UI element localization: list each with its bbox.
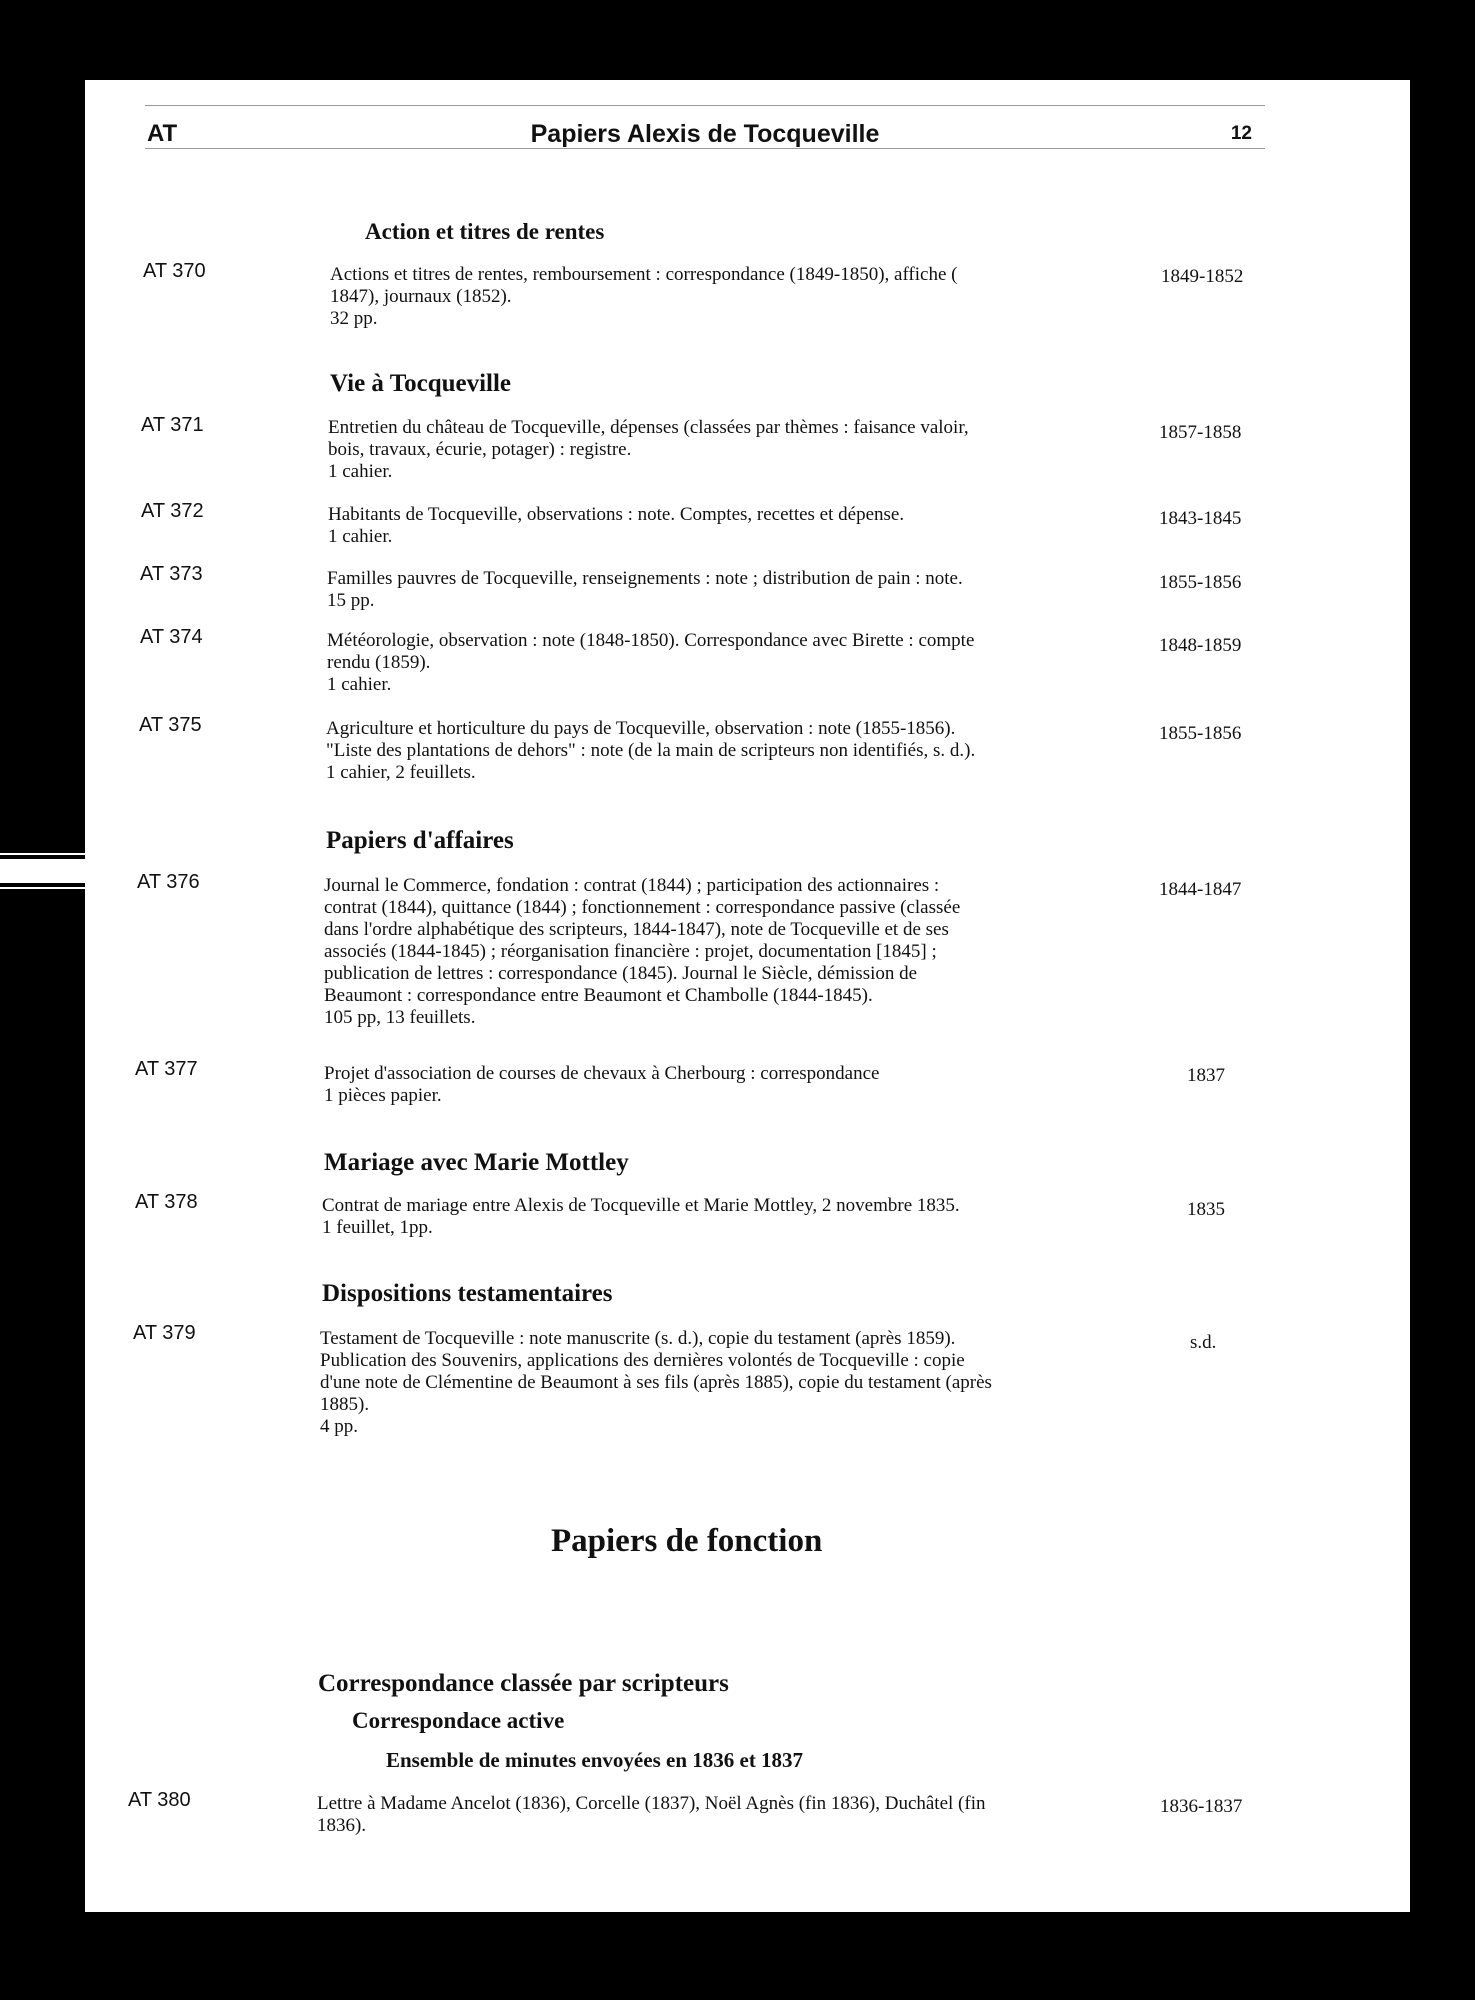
- header-code: AT: [147, 120, 178, 147]
- entry-date: 1855-1856: [1159, 723, 1242, 744]
- entry-description: Testament de Tocqueville : note manuscrite (s. d.), copie du testament (après 1859). Publication des Souvenirs, applications des dernières volontés de Tocqueville : copie d'une note de Clémentine de Beaumont à ses fils (après 1885), copie du testament (après 1885). 4 pp.: [320, 1328, 992, 1437]
- entry-description: Journal le Commerce, fondation : contrat (1844) ; participation des actionnaires : contrat (1844), quittance (1844) ; fonctionnement : correspondance passive (classée dans l'ordre alphabétique des scripteurs, 1844-1847), note de Tocqueville et de ses associés (1844-1845) ; réorganisation financière : projet, documentation [1845] ; publication de lettres : correspondance (1845). Journal le Siècle, démission de Beaumont : correspondance entre Beaumont et Chambolle (1844-1845). 105 pp, 13 feuillets.: [324, 875, 961, 1028]
- entry-description: Projet d'association de courses de chevaux à Cherbourg : correspondance 1 pièces papier.: [324, 1063, 880, 1106]
- entry-code: AT 373: [140, 563, 203, 585]
- entry-date: 1836-1837: [1160, 1796, 1243, 1817]
- section-heading: Dispositions testamentaires: [322, 1280, 613, 1307]
- entry-date: s.d.: [1190, 1332, 1217, 1353]
- entry-date: 1857-1858: [1159, 422, 1242, 443]
- entry-description: Habitants de Tocqueville, observations : note. Comptes, recettes et dépense. 1 cahier.: [328, 504, 905, 547]
- section-heading: Action et titres de rentes: [365, 219, 605, 244]
- subsection-heading: Correspondace active: [352, 1708, 565, 1733]
- header-rule-top: [145, 105, 1265, 106]
- entry-code: AT 376: [137, 871, 200, 893]
- entry-date: 1844-1847: [1159, 879, 1242, 900]
- section-heading: Papiers d'affaires: [326, 827, 514, 854]
- entry-description: Contrat de mariage entre Alexis de Tocqueville et Marie Mottley, 2 novembre 1835. 1 feuillet, 1pp.: [322, 1195, 960, 1238]
- entry-code: AT 380: [128, 1789, 191, 1811]
- entry-description: Entretien du château de Tocqueville, dépenses (classées par thèmes : faisance valoir, bois, travaux, écurie, potager) : registre. 1 cahier.: [328, 417, 969, 482]
- document-page: [85, 80, 1410, 1912]
- entry-code: AT 378: [135, 1191, 198, 1213]
- entry-date: 1848-1859: [1159, 635, 1242, 656]
- entry-code: AT 374: [140, 626, 203, 648]
- entry-date: 1855-1856: [1159, 572, 1242, 593]
- entry-code: AT 372: [141, 500, 204, 522]
- entry-code: AT 379: [133, 1322, 196, 1344]
- entry-code: AT 375: [139, 714, 202, 736]
- entry-date: 1843-1845: [1159, 508, 1242, 529]
- entry-code: AT 371: [141, 414, 204, 436]
- arrow-marker-icon: [0, 850, 120, 894]
- entry-date: 1835: [1187, 1199, 1225, 1220]
- entry-description: Actions et titres de rentes, remboursement : correspondance (1849-1850), affiche ( 1847), journaux (1852). 32 pp.: [330, 264, 958, 329]
- header-rule-bottom: [145, 148, 1265, 149]
- section-heading: Mariage avec Marie Mottley: [324, 1149, 629, 1176]
- entry-date: 1849-1852: [1161, 266, 1244, 287]
- page-number: 12: [1230, 123, 1252, 144]
- page-title: Papiers Alexis de Tocqueville: [530, 120, 880, 148]
- subsection-heading: Ensemble de minutes envoyées en 1836 et 1837: [386, 1748, 804, 1772]
- main-section-heading: Papiers de fonction: [551, 1523, 823, 1559]
- entry-description: Lettre à Madame Ancelot (1836), Corcelle (1837), Noël Agnès (fin 1836), Duchâtel (fin 1836).: [317, 1793, 986, 1836]
- entry-description: Agriculture et horticulture du pays de Tocqueville, observation : note (1855-1856). "Liste des plantations de dehors" : note (de la main de scripteurs non identifiés, s. d.). 1 cahier, 2 feuillets.: [326, 718, 976, 783]
- entry-description: Familles pauvres de Tocqueville, renseignements : note ; distribution de pain : note. 15 pp.: [327, 568, 963, 611]
- subsection-heading: Correspondance classée par scripteurs: [318, 1670, 729, 1697]
- entry-description: Météorologie, observation : note (1848-1850). Correspondance avec Birette : compte rendu (1859). 1 cahier.: [327, 630, 975, 695]
- section-heading: Vie à Tocqueville: [330, 370, 512, 397]
- entry-date: 1837: [1187, 1065, 1225, 1086]
- entry-code: AT 370: [143, 260, 206, 282]
- entry-code: AT 377: [135, 1058, 198, 1080]
